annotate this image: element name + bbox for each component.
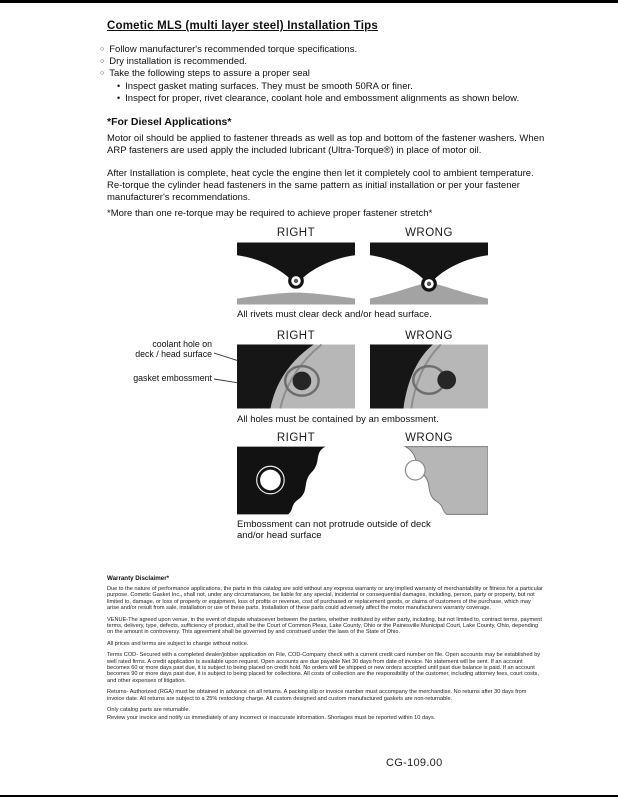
warranty-paragraph: Terms COD- Secured with a completed dealer/jobber application on File, COD-Company check with a current credit card number on file. Open accounts may be established by well rated firms. A credit application is available upon request. Open accounts are due payable Net 30 days from date of invoice. No statement will be sent. If an account becomes 60 or more days past due, it is subject to being placed on credit hold. No orders will be shipped or new orders accepted until past due balance is paid. If an account becomes 90 or more days past due, it is subject to being placed for collections. All costs of collection are the responsibility of the customer, including attorney fees, court costs, and other expenses of litigation. [107,652,541,684]
rivet-clear-right-diagram [237,242,355,305]
row1-caption: All rivets must clear deck and/or head surface. [237,309,432,320]
tip-sub-text: Inspect gasket mating surfaces. They must be smooth 50RA or finer. [125,81,413,92]
warranty-paragraph: All prices and terms are subject to change without notice. [107,640,249,647]
row3-caption-line1: Embossment can not protrude outside of deck [237,519,431,530]
coolant-hole-label: coolant hole on deck / head surface [135,339,212,359]
right-label-row1: RIGHT [276,227,316,239]
right-label-row2: RIGHT [276,330,316,342]
page-number: CG-109.00 [386,757,443,769]
row2-caption: All holes must be contained by an embossment. [237,414,439,425]
right-label-row3: RIGHT [276,432,316,444]
embossment-protrude-wrong-diagram [370,446,488,515]
tip-item [100,56,247,67]
gasket-embossment-label: gasket embossment [133,373,212,383]
tip-item [100,44,357,55]
embossment-protrude-right-diagram [237,446,355,515]
warranty-paragraph: Only catalog parts are returnable. [107,707,191,714]
diesel-paragraph-2: After Installation is complete, heat cycle the engine then let it completely cool to ambient temperature. Re-torque the cylinder head fasteners in the same pattern as initial installation or per your fastener manufacturer's recommendations. [107,168,534,203]
warranty-paragraph: VENUE-The agreed upon venue, in the event of dispute whatsoever between the parties, whether instituted by either party, including, but not limited to, contract terms, payment terms, delivery, type, defects, sufficiency of product, shall be the Court of Common Pleas, Lake County, Ohio or the Painesville Municipal Court, Lake County, Ohio, depending on the amount in controversy. This agreement shall be governed by and construed under the laws of the State of Ohio. [107,616,542,636]
diesel-heading: *For Diesel Applications* [107,116,232,128]
wrong-label-row1: WRONG [405,227,453,239]
warranty-paragraph: Returns- Authorized (RGA) must be obtained in advance on all returns. A packing slip or invoice number must accompany the merchandise. No returns after 30 days from invoice date. All returns are subject to a 25% restocking charge. All custom designed and custom manufactured gaskets are non-returnable. [107,689,527,702]
dot-bullet-icon: • [117,93,121,103]
tip-text: Dry installation is recommended. [109,56,248,67]
wrong-label-row2: WRONG [405,330,453,342]
top-rule [0,0,618,3]
warranty-heading: Warranty Disclaimer* [107,575,170,582]
retorque-note: *More than one re-torque may be required to achieve proper fastener stretch* [107,208,433,219]
diesel-paragraph-1: Motor oil should be applied to fastener threads as well as top and bottom of the fastener washers. When ARP fasteners are used apply the included lubricant (Ultra-Torque®) in place of motor oil. [107,133,545,156]
warranty-section [107,575,543,726]
tip-sub-item [117,93,519,104]
tip-sub-item [117,81,413,92]
circle-bullet-icon: ○ [100,70,105,77]
circle-bullet-icon: ○ [100,58,105,65]
wrong-label-row3: WRONG [405,432,453,444]
tip-text: Follow manufacturer's recommended torque specifications. [109,44,358,55]
tip-item [100,68,310,79]
tip-sub-text: Inspect for proper, rivet clearance, coolant hole and embossment alignments as shown below. [125,93,520,104]
rivet-clear-wrong-diagram [370,242,488,305]
warranty-paragraph: Review your invoice and notify us immediately of any incorrect or inaccurate information. Shortages must be reported within 10 days. [107,714,436,721]
tip-text: Take the following steps to assure a proper seal [109,68,310,79]
hole-contained-wrong-diagram [370,344,488,409]
circle-bullet-icon: ○ [100,46,105,53]
warranty-paragraph: Due to the nature of performance applications, the parts in this catalog are sold without any express warranty or any implied warranty of merchantability or fitness for a particular purpose. Cometic Gasket Inc., shall not, under any circumstances, be liable for any special, incidental or consequential damages, including, person, party or property, but not limited to, damage, or loss of property or equipment, loss of profits or revenue, cost of purchased or replacement goods, or claims of customers of the purchase, which may arise and/or result from sale, installation or use of these parts. Installation of these parts could adversely affect the motor manufacturers warranty coverage. [107,586,543,612]
dot-bullet-icon: • [117,81,121,91]
bottom-rule [0,795,618,797]
hole-contained-right-diagram [237,344,355,409]
row3-caption-line2: and/or head surface [237,530,322,541]
page-title: Cometic MLS (multi layer steel) Installation Tips [107,20,378,32]
